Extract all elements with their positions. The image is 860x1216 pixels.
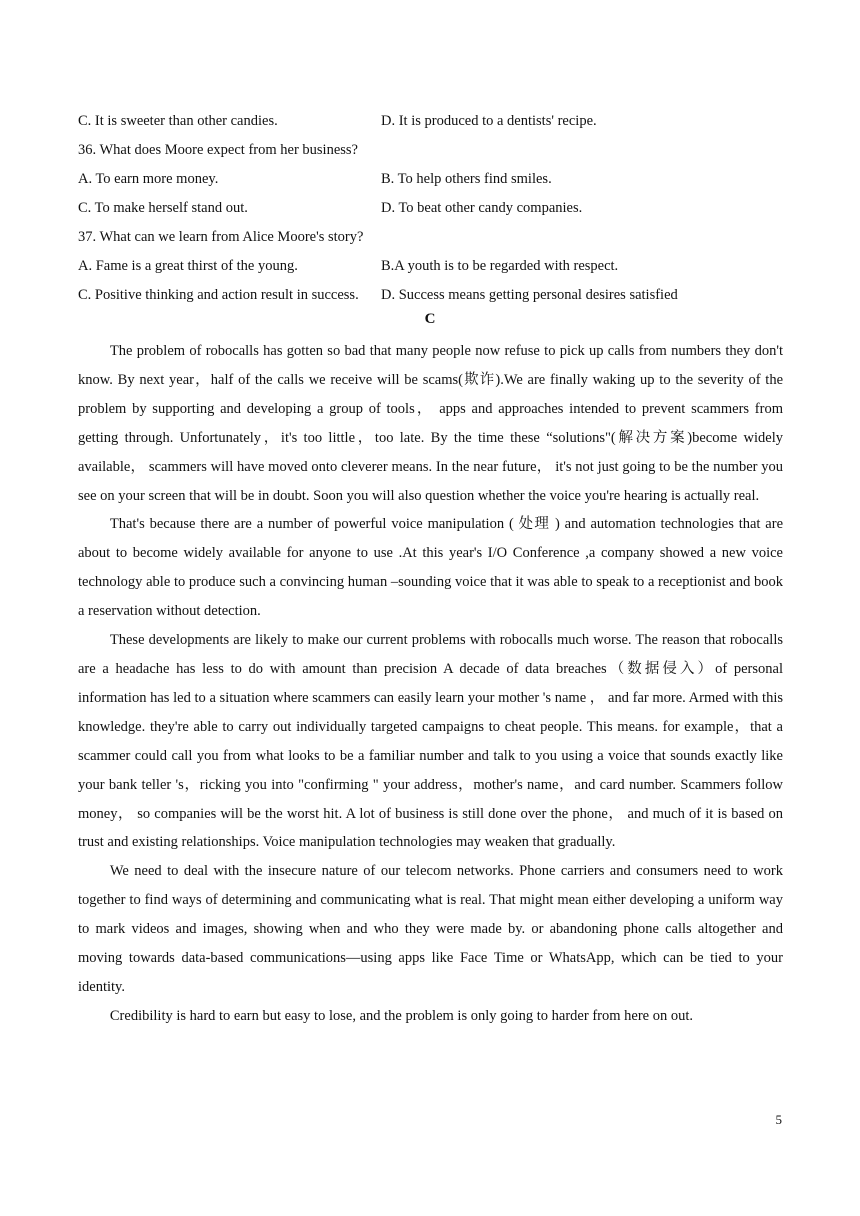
option-37-a: A. Fame is a great thirst of the young. [78,258,298,274]
passage-paragraph-3: These developments are likely to make our current problems with robocalls much worse. The reason that robocalls are a headache has less to do with amount than precision A decade of data breaches（数据侵入）of personal information has led to a situation where scammers can easily learn your mother 's name ， and far more. Armed with this knowledge. they're able to carry out individually targeted campaigns to cheat people. This means. for example，that a scammer could call you from what looks to be a familiar number and talk to you using a voice that sounds exactly like your bank teller 's，ricking you into "confirming " your address，mother's name，and card number. Scammers follow money， so companies will be the worst hit. A lot of business is still done over the phone， and much of it is based on trust and existing relationships. Voice manipulation technologies may weaken that gradually. [78,632,783,851]
option-row-35-cd [78,107,783,136]
option-36-d: D. To beat other candy companies. [381,200,583,216]
section-heading: C [424,311,436,327]
question-37-row [78,223,783,252]
question-36-row [78,136,783,165]
page-number: 5 [775,1112,782,1127]
option-35-c: C. It is sweeter than other candies. [78,113,278,129]
option-36-b: B. To help others find smiles. [381,171,552,187]
option-37-d: D. Success means getting personal desires satisfied [381,287,678,303]
option-row-36-ab [78,165,783,194]
option-35-d: D. It is produced to a dentists' recipe. [381,113,597,129]
option-row-36-cd [78,194,783,223]
passage-paragraph-1: The problem of robocalls has gotten so bad that many people now refuse to pick up calls from numbers they don't know. By next year，half of the calls we receive will be scams(欺诈).We are finally waking up to the severity of the problem by supporting and developing a group of tools， apps and approaches intended to prevent scammers from getting through. Unfortunately，it's too little，too late. By the time these “solutions"(解决方案)become widely available， scammers will have moved onto cleverer means. In the near future， it's not just going to be the number you see on your screen that will be in doubt. Soon you will also question whether the voice you're hearing is actually real. [78,343,783,504]
passage-paragraph-2: That's because there are a number of powerful voice manipulation ( 处理 ) and automation technologies that are about to become widely available for anyone to use .At this year's I/O Conference ,a company showed a new voice technology able to produce such a convincing human –sounding voice that it was able to speak to a receptionist and book a reservation without detection. [78,516,783,620]
option-36-c: C. To make herself stand out. [78,200,248,216]
passage-paragraph-4: We need to deal with the insecure nature of our telecom networks. Phone carriers and consumers need to work together to find ways of determining and communicating what is real. That might mean either developing a uniform way to mark videos and images, showing when and who they were made by. or abandoning phone calls altogether and moving towards data-based communications—using apps like Face Time or WhatsApp, which can be tied to your identity. [78,863,783,995]
option-37-c: C. Positive thinking and action result in success. [78,287,359,303]
question-37: 37. What can we learn from Alice Moore's story? [78,229,364,245]
reading-passage [78,337,783,1031]
question-options-block [78,107,783,310]
question-36: 36. What does Moore expect from her business? [78,142,358,158]
passage-paragraph-5: Credibility is hard to earn but easy to lose, and the problem is only going to harder from here on out. [109,1007,693,1024]
option-37-b: B.A youth is to be regarded with respect. [381,258,619,274]
option-36-a: A. To earn more money. [78,171,219,187]
option-row-37-ab [78,252,783,281]
